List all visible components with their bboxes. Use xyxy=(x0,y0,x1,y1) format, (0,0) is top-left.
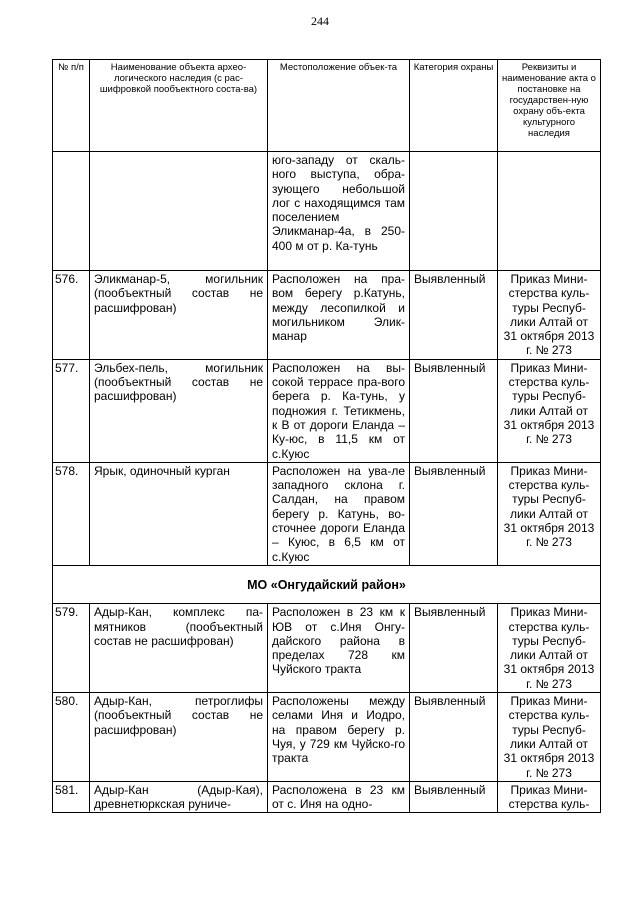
protection-document: Приказ Мини-стерства куль-туры Респуб-лики Алтай от 31 октября 2013 г. № 273 xyxy=(498,604,601,693)
row-number: 576. xyxy=(53,271,90,360)
continuation-location: юго-западу от скаль-ного выступа, обра-зующего небольшой лог с находящимся там поселением Эликманар-4а, в 250-400 м от р. Ка-тунь xyxy=(268,152,410,271)
object-name: Адыр-Кан (Адыр-Кая), древнетюркская руниче- xyxy=(90,781,268,813)
table-body-b xyxy=(53,604,601,813)
protection-category: Выявленный xyxy=(410,271,498,360)
table-section xyxy=(53,565,601,603)
row-number: 581. xyxy=(53,781,90,813)
row-number: 580. xyxy=(53,693,90,782)
object-location: Расположены между селами Иня и Иодро, на правом берегу р. Чуя, у 729 км Чуйско-го тракта xyxy=(268,693,410,782)
object-location: Расположен в 23 км к ЮВ от с.Иня Онгу-дайского района в пределах 728 км Чуйского тракта xyxy=(268,604,410,693)
object-name: Эликманар-5, могильник (пообъектный состав не расшифрован) xyxy=(90,271,268,360)
protection-category: Выявленный xyxy=(410,604,498,693)
row-number: 579. xyxy=(53,604,90,693)
object-location: Расположен на вы-сокой террасе пра-вого берега р. Ка-тунь, у подножия г. Тетикмень, к В от дороги Еланда – Ку-юс, в 11,5 км от с.Куюс xyxy=(268,359,410,462)
header-location: Местоположение объек-та xyxy=(268,60,410,152)
protection-document: Приказ Мини-стерства куль-туры Респуб-лики Алтай от 31 октября 2013 г. № 273 xyxy=(498,462,601,565)
protection-category: Выявленный xyxy=(410,462,498,565)
table-row xyxy=(53,462,601,565)
table-row xyxy=(53,693,601,782)
protection-category: Выявленный xyxy=(410,359,498,462)
table-row xyxy=(53,781,601,813)
row-number: 578. xyxy=(53,462,90,565)
object-location: Расположена в 23 км от с. Иня на одно- xyxy=(268,781,410,813)
table-row xyxy=(53,359,601,462)
header-num: № п/п xyxy=(53,60,90,152)
object-location: Расположен на ува-ле западного склона г. Салдан, на правом берегу р. Катунь, во-сточнее дороги Еланда – Куюс, в 6,5 км от с.Куюс xyxy=(268,462,410,565)
header-name: Наименование объекта архео-логического наследия (с рас-шифровкой пообъектного соста-ва) xyxy=(90,60,268,152)
header-document: Реквизиты и наименование акта о постановке на государствен-ную охрану объ-екта культурного наследия xyxy=(498,60,601,152)
row-number: 577. xyxy=(53,359,90,462)
table-row xyxy=(53,271,601,360)
protection-document: Приказ Мини-стерства куль-туры Респуб-лики Алтай от 31 октября 2013 г. № 273 xyxy=(498,359,601,462)
page-number: 244 xyxy=(311,14,329,28)
object-name: Ярык, одиночный курган xyxy=(90,462,268,565)
table-header-row xyxy=(53,60,601,152)
table-row xyxy=(53,604,601,693)
protection-category: Выявленный xyxy=(410,693,498,782)
header-category: Категория охраны xyxy=(410,60,498,152)
section-row xyxy=(53,565,601,603)
protection-category: Выявленный xyxy=(410,781,498,813)
section-title: МО «Онгудайский район» xyxy=(53,565,601,603)
protection-document: Приказ Мини-стерства куль-туры Респуб-лики Алтай от 31 октября 2013 г. № 273 xyxy=(498,271,601,360)
protection-document: Приказ Мини-стерства куль-туры Респуб-лики Алтай от 31 октября 2013 г. № 273 xyxy=(498,693,601,782)
protection-document: Приказ Мини-стерства куль- xyxy=(498,781,601,813)
table-body-a xyxy=(53,152,601,566)
object-name: Адыр-Кан, комплекс па-мятников (пообъектный состав не расшифрован) xyxy=(90,604,268,693)
object-name: Эльбех-пель, могильник (пообъектный состав не расшифрован) xyxy=(90,359,268,462)
table-row-continuation xyxy=(53,152,601,271)
heritage-table xyxy=(52,59,601,813)
object-name: Адыр-Кан, петроглифы (пообъектный состав не расшифрован) xyxy=(90,693,268,782)
object-location: Расположен на пра-вом берегу р.Катунь, между лесопилкой и могильником Элик-манар xyxy=(268,271,410,360)
